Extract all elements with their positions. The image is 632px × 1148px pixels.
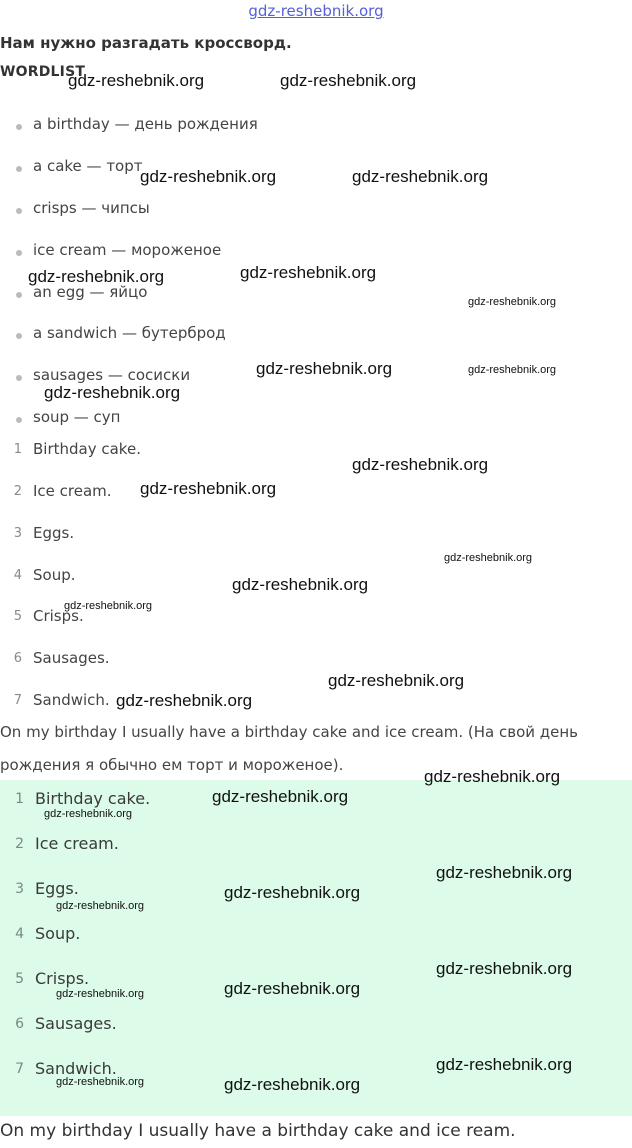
watermark-text: gdz-reshebnik.org [44, 808, 133, 820]
watermark-text: gdz-reshebnik.org [56, 1076, 145, 1088]
panel-answer-number: 7 [15, 1061, 24, 1077]
watermark-text: gdz-reshebnik.org [224, 883, 361, 902]
intro-text: Нам нужно разгадать кроссворд. [0, 34, 292, 52]
paragraph-line: On my birthday I usually have a birthday cake and ice cream. (На свой день [0, 723, 579, 741]
final-sentence: On my birthday I usually have a birthday cake and ice ream. [0, 1121, 516, 1141]
bullet-icon [16, 124, 22, 130]
panel-answer-text: Soup. [35, 924, 81, 943]
answer-text: Crisps. [33, 607, 84, 625]
answer-number: 4 [13, 568, 22, 583]
answer-text: Sausages. [33, 649, 110, 667]
watermark-text: gdz-reshebnik.org [328, 671, 465, 690]
answer-number: 6 [13, 651, 22, 666]
panel-answer-number: 4 [15, 926, 24, 942]
bullet-icon [16, 166, 22, 172]
watermark-text: gdz-reshebnik.org [280, 71, 417, 90]
watermark-text: gdz-reshebnik.org [352, 455, 489, 474]
panel-answer-number: 3 [15, 881, 24, 897]
answer-text: Ice cream. [33, 482, 112, 500]
watermark-text: gdz-reshebnik.org [224, 1075, 361, 1094]
watermark-text: gdz-reshebnik.org [232, 575, 369, 594]
wordlist-item: a sandwich — бутерброд [33, 324, 226, 342]
watermark-text: gdz-reshebnik.org [436, 863, 573, 882]
panel-answer-text: Birthday cake. [35, 789, 151, 808]
watermark-text: gdz-reshebnik.org [424, 767, 561, 786]
watermark-text: gdz-reshebnik.org [56, 900, 145, 912]
watermark-text: gdz-reshebnik.org [212, 787, 349, 806]
answer-number: 1 [13, 442, 22, 457]
watermark-text: gdz-reshebnik.org [140, 479, 277, 498]
watermark-text: gdz-reshebnik.org [140, 167, 277, 186]
header-watermark-link[interactable]: gdz-reshebnik.org [248, 2, 384, 20]
watermark-text: gdz-reshebnik.org [44, 383, 181, 402]
bullet-icon [16, 292, 22, 298]
wordlist-item: a birthday — день рождения [33, 115, 258, 133]
watermark-text: gdz-reshebnik.org [256, 359, 393, 378]
answer-number: 7 [13, 693, 22, 708]
bullet-icon [16, 250, 22, 256]
watermark-text: gdz-reshebnik.org [436, 959, 573, 978]
answer-number: 5 [13, 609, 22, 624]
answer-number: 3 [13, 526, 22, 541]
wordlist-item: a cake — торт [33, 157, 143, 175]
watermark-text: gdz-reshebnik.org [64, 600, 153, 612]
bullet-icon [16, 417, 22, 423]
watermark-text: gdz-reshebnik.org [68, 71, 205, 90]
watermark-text: gdz-reshebnik.org [468, 296, 557, 308]
answer-number: 2 [13, 484, 22, 499]
panel-answer-number: 6 [15, 1016, 24, 1032]
wordlist-title: WORDLIST [0, 64, 86, 80]
wordlist-item: soup — суп [33, 408, 121, 426]
panel-answer-text: Eggs. [35, 879, 79, 898]
panel-answer-number: 1 [15, 791, 24, 807]
wordlist-item: an egg — яйцо [33, 283, 148, 301]
watermark-text: gdz-reshebnik.org [116, 691, 253, 710]
wordlist-item: sausages — сосиски [33, 366, 191, 384]
watermark-text: gdz-reshebnik.org [224, 979, 361, 998]
panel-answer-number: 2 [15, 836, 24, 852]
watermark-text: gdz-reshebnik.org [436, 1055, 573, 1074]
answer-text: Sandwich. [33, 691, 110, 709]
wordlist-item: ice cream — мороженое [33, 241, 222, 259]
watermark-text: gdz-reshebnik.org [240, 263, 377, 282]
watermark-text: gdz-reshebnik.org [468, 364, 557, 376]
bullet-icon [16, 375, 22, 381]
panel-answer-text: Sandwich. [35, 1059, 117, 1078]
wordlist-item: crisps — чипсы [33, 199, 150, 217]
answer-text: Soup. [33, 566, 76, 584]
panel-answer-text: Sausages. [35, 1014, 117, 1033]
watermark-text: gdz-reshebnik.org [444, 552, 533, 564]
watermark-text: gdz-reshebnik.org [352, 167, 489, 186]
panel-answer-number: 5 [15, 971, 24, 987]
panel-answer-text: Crisps. [35, 969, 90, 988]
answer-text: Eggs. [33, 524, 75, 542]
bullet-icon [16, 208, 22, 214]
answer-text: Birthday cake. [33, 440, 141, 458]
paragraph-line: рождения я обычно ем торт и мороженое). [0, 756, 344, 774]
watermark-text: gdz-reshebnik.org [28, 267, 165, 286]
bullet-icon [16, 333, 22, 339]
watermark-text: gdz-reshebnik.org [56, 988, 145, 1000]
panel-answer-text: Ice cream. [35, 834, 119, 853]
